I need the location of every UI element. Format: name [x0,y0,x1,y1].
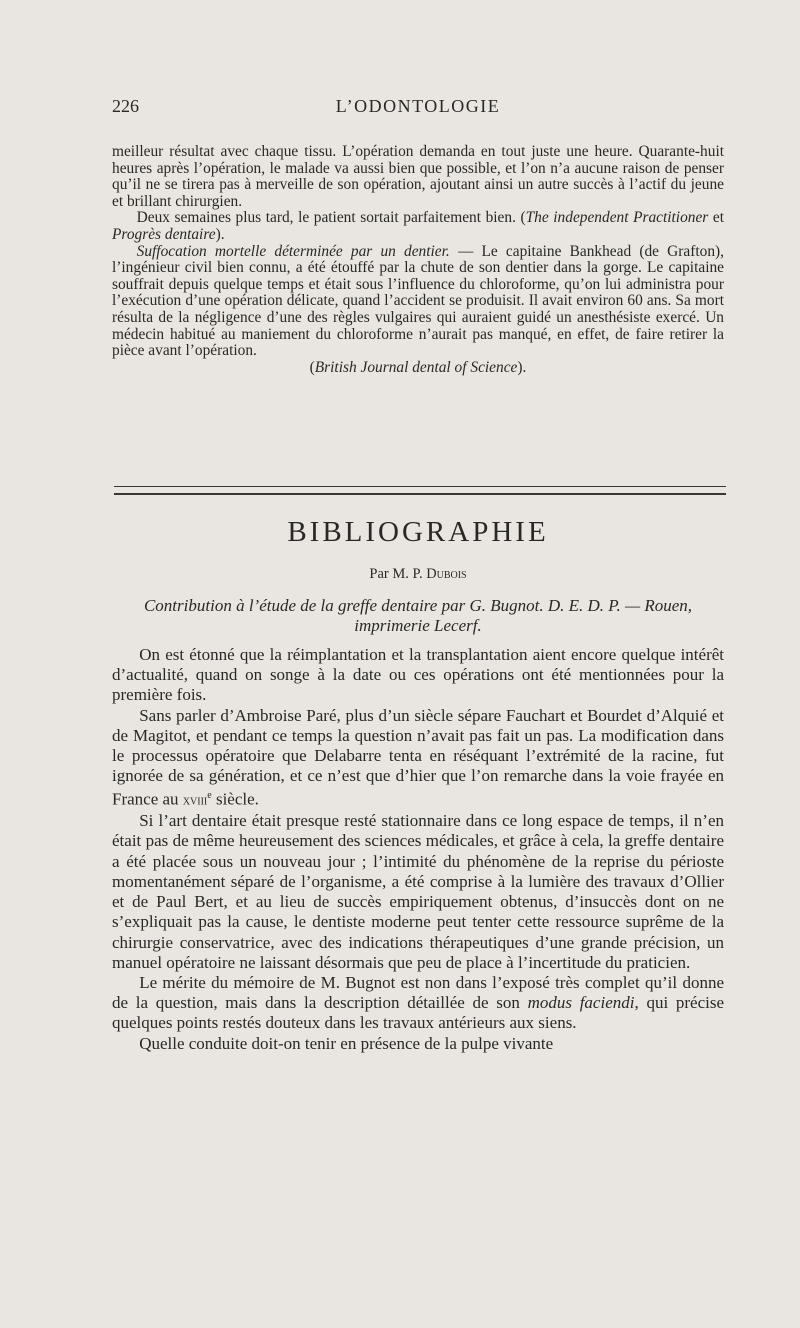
text: ). [215,225,225,243]
byline-author: Dubois [426,566,467,582]
source-title: Progrès dentaire [112,225,216,243]
text: — Le capitaine Bankhead (de Grafton), l’ingénieur civil bien connu, a été étouffé par la chute de son dentier dans la gorge. Le capitaine souffrait depuis quelque temps et était sous l’influence du chloroforme, qu’on lui administra pour l’exécution d’une opération délicate, quand l’accident se produisit. Il avait environ 60 ans. Sa mort résulta de la négligence d’une des règles vulgaires qui auraient guidé un anesthésiste exercé. Un médecin habitué au maniement du chloroforme n’aurait pas manqué, en effet, de faire retirer la pièce avant l’opération. [112,242,724,360]
paragraph [112,973,724,1034]
source-citation: (British Journal dental of Science). [309,358,527,376]
paragraph [112,706,724,812]
page-header [112,96,724,122]
divider [114,486,726,487]
century-numeral: xviii [182,793,208,810]
latin-term: modus faciendi [527,993,635,1013]
source-title: The independent Practitioner [525,209,709,227]
paragraph: On est étonné que la réimplantation et la transplantation aient encore quelque intérêt d’actualité, quand on songe à la date ou ces opérations ont été mentionnées pour la première fois. [112,645,724,705]
paragraph: Quelle conduite doit-on tenir en présence de la pulpe vivante [139,1033,554,1053]
article-heading: Suffocation mortelle déterminée par un dentier. [136,242,450,260]
text: Le mérite du mémoire de M. Bugnot est non dans l’exposé très complet qu’il donne de la question, mais dans la description détaillée de son [112,972,724,1013]
paragraph: Si l’art dentaire était presque resté stationnaire dans ce long espace de temps, il n’en était pas de même heureusement des sciences médicales, et grâce à cela, la greffe dentaire a été placée sous un nouveau jour ; l’intimité du phénomène de la reprise du périoste momentanément séparé de l’organisme, a été comprise à la lumière des travaux d’Ollier et de Paul Bert, et au lieu de succès empiriquement obtenus, d’insuccès dont on ne s’expliquait pas la cause, le dentiste moderne peut tenter cette ressource suprême de la chirurgie conservatrice, avec des indications thérapeutiques d’une grande précision, un manuel opératoire ne laissant désormais que peu de place à l’incertitude du praticien. [112,811,724,972]
source-title: British Journal dental of Science [314,358,518,376]
news-section [112,144,724,376]
paragraph: meilleur résultat avec chaque tissu. L’opération demanda en tout juste une heure. Quarante-huit heures après l’opération, le malade va aussi bien que possible, et l’on n’a aucune raison de penser qu’il ne se tirera pas à merveille de son opération, ajoutant ainsi un autre succès à l’actif du jeune et brillant chirurgien. [112,143,724,210]
section-title: BIBLIOGRAPHIE [287,516,549,548]
paragraph [112,244,724,360]
superscript: e [207,790,212,802]
text: Deux semaines plus tard, le patient sortait parfaitement bien. ( [136,209,526,227]
byline-par: Par M. P. [369,566,427,582]
bibliography-review [112,596,724,1054]
divider [114,493,726,495]
text: , qui précise quelques points restés douteux dans les travaux antérieurs aux siens. [112,993,725,1033]
work-title: Contribution à l’étude de la greffe dentaire par G. Bugnot. D. E. D. P. — Rouen, imprimerie Lecerf. [143,596,693,635]
running-title: L’ODONTOLOGIE [335,96,501,116]
text: et [708,209,724,227]
paragraph [112,210,724,243]
text: Sans parler d’Ambroise Paré, plus d’un siècle sépare Fauchart et Bourdet d’Alquié et de Magitot, et pendant ce temps la question n’avait pas fait un pas. La modification dans le processus opératoire que Delabarre tenta en réséquant l’extrémité de la racine, fut ignorée de sa génération, et ce n’est que d’hier que l’on remarche dans la voie frayée en France au [112,705,724,810]
byline [112,566,724,583]
text: siècle. [211,790,259,810]
page-number: 226 [112,96,139,116]
